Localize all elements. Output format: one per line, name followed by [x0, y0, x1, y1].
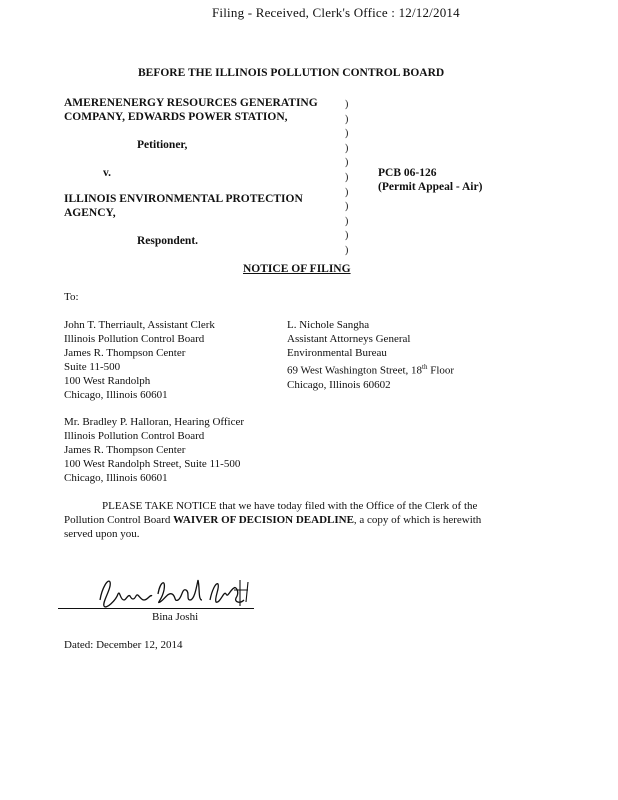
- address-line: Chicago, Illinois 60601: [64, 472, 168, 484]
- petitioner-name-line2: COMPANY, EDWARDS POWER STATION,: [64, 111, 288, 123]
- address-line: 69 West Washington Street, 18th Floor: [287, 363, 455, 377]
- address-line: Assistant Attorneys General: [287, 333, 411, 345]
- caption-paren: ): [345, 230, 349, 242]
- signer-printed-name: Bina Joshi: [152, 611, 199, 623]
- versus-label: v.: [103, 167, 111, 179]
- caption-parentheses: [345, 98, 348, 259]
- petitioner-role: Petitioner,: [137, 139, 188, 151]
- address-line: L. Nichole Sangha: [287, 319, 370, 331]
- caption-paren: ): [345, 157, 349, 169]
- respondent-name-line2: AGENCY,: [64, 207, 116, 219]
- caption-paren: ): [345, 171, 349, 183]
- caption-paren: ): [345, 215, 349, 227]
- address-line: Chicago, Illinois 60601: [64, 389, 168, 401]
- petitioner-name-line1: AMERENENERGY RESOURCES GENERATING: [64, 97, 318, 109]
- address-line: Illinois Pollution Control Board: [64, 333, 205, 345]
- to-label: To:: [64, 291, 79, 303]
- signature-line: [58, 608, 254, 609]
- recipient-clerk-address: [64, 318, 215, 402]
- caption-paren: ): [345, 128, 349, 140]
- address-line: James R. Thompson Center: [64, 444, 186, 456]
- address-line: Illinois Pollution Control Board: [64, 430, 205, 442]
- address-line: James R. Thompson Center: [64, 347, 186, 359]
- filing-stamp: Filing - Received, Clerk's Office : 12/12/2014: [212, 5, 460, 20]
- address-line: 100 West Randolph Street, Suite 11-500: [64, 458, 241, 470]
- address-line: Environmental Bureau: [287, 347, 387, 359]
- notice-heading: NOTICE OF FILING: [243, 263, 351, 275]
- case-type: (Permit Appeal - Air): [378, 181, 483, 193]
- caption-paren: ): [345, 186, 349, 198]
- address-line: Suite 11-500: [64, 361, 121, 373]
- address-line: Mr. Bradley P. Halloran, Hearing Officer: [64, 416, 245, 428]
- caption-paren: ): [345, 99, 349, 110]
- caption-paren: ): [345, 142, 349, 154]
- notice-body: [64, 499, 481, 541]
- court-title: BEFORE THE ILLINOIS POLLUTION CONTROL BOARD: [138, 67, 445, 79]
- respondent-name-line1: ILLINOIS ENVIRONMENTAL PROTECTION: [64, 193, 303, 205]
- dated-line: Dated: December 12, 2014: [64, 639, 183, 651]
- recipient-hearing-officer-address: [64, 415, 244, 485]
- caption-paren: ): [345, 113, 349, 125]
- caption-paren: ): [345, 201, 349, 213]
- body-line-1: PLEASE TAKE NOTICE that we have today filed with the Office of the Clerk of the: [102, 500, 478, 512]
- respondent-role: Respondent.: [137, 235, 199, 247]
- caption-paren: ): [345, 244, 349, 256]
- case-number: PCB 06-126: [378, 167, 437, 179]
- address-line: John T. Therriault, Assistant Clerk: [64, 319, 215, 331]
- body-line-3: served upon you.: [64, 528, 140, 540]
- address-line: 100 West Randolph: [64, 375, 151, 387]
- body-line-2: Pollution Control Board WAIVER OF DECISION DEADLINE, a copy of which is herewith: [64, 514, 482, 526]
- recipient-attorney-address: [287, 318, 454, 392]
- address-line: Chicago, Illinois 60602: [287, 378, 391, 391]
